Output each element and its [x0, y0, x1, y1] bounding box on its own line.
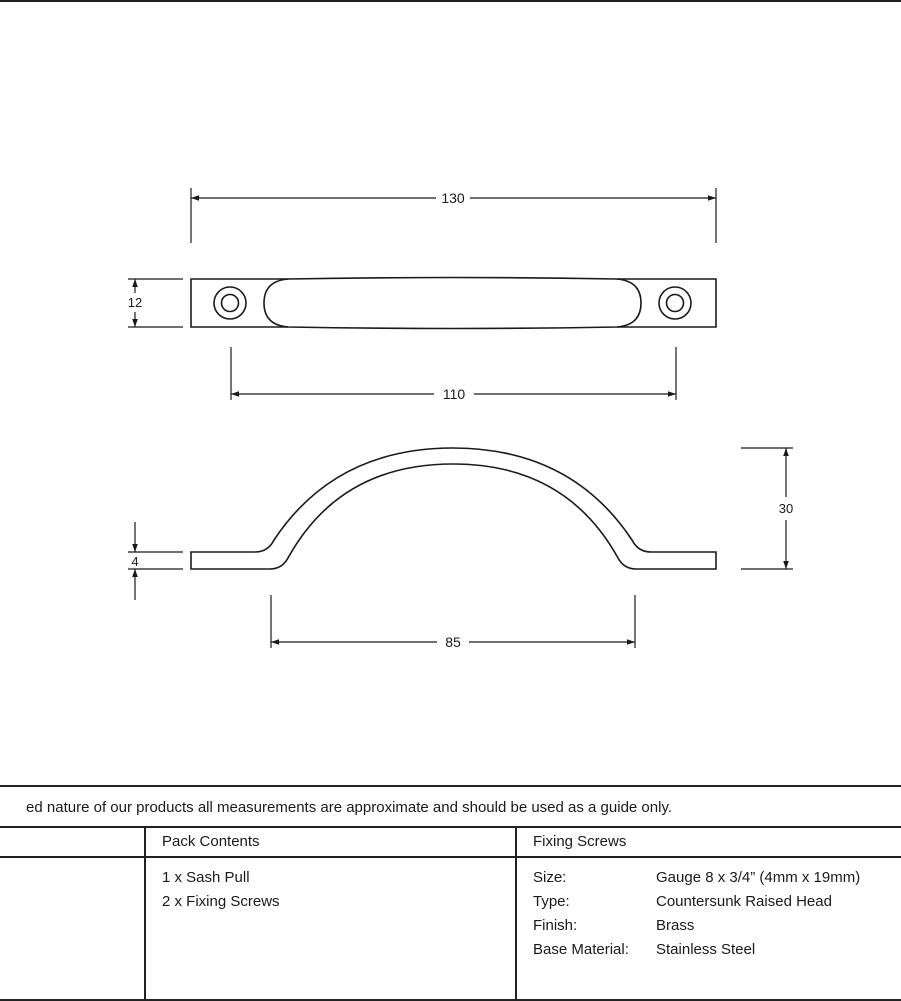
projection-label: 30: [778, 501, 794, 516]
fixing-screws-heading: Fixing Screws: [533, 833, 627, 850]
dimension-projection: [741, 448, 793, 569]
screw-spec-label: Finish:: [533, 917, 578, 934]
screw-spec-value: Countersunk Raised Head: [656, 893, 832, 910]
dimension-fixing-centres: [231, 347, 676, 402]
screw-spec-label: Size:: [533, 869, 567, 886]
screw-spec-value: Gauge 8 x 3/4” (4mm x 19mm): [656, 869, 861, 886]
screw-spec-value: Brass: [656, 917, 695, 934]
column-divider: [144, 828, 146, 999]
info-section: [0, 785, 901, 1001]
pack-contents-heading: Pack Contents: [162, 833, 260, 850]
screw-spec-label: Base Material:: [533, 941, 629, 958]
header-divider: [0, 856, 901, 858]
column-divider: [515, 828, 517, 999]
left-screw-hole-outer: [214, 287, 246, 319]
dimension-overall-length: [191, 188, 716, 243]
dimension-width: [128, 279, 183, 327]
screw-spec-value: Stainless Steel: [656, 941, 756, 958]
thickness-label: 4: [131, 554, 139, 569]
right-screw-hole-inner: [667, 295, 684, 312]
spec-table: [0, 828, 901, 1001]
dimension-thickness: [128, 522, 183, 600]
left-screw-hole-inner: [222, 295, 239, 312]
dimension-grip-length: [271, 595, 635, 650]
overall-length-label: 130: [441, 190, 465, 206]
pack-item: 1 x Sash Pull: [162, 869, 250, 886]
screw-spec-label: Type:: [533, 893, 570, 910]
right-screw-hole-outer: [659, 287, 691, 319]
grip-length-label: 85: [445, 634, 461, 650]
width-label: 12: [127, 295, 143, 310]
side-view-profile: [191, 448, 716, 569]
disclaimer-text: ed nature of our products all measurements are approximate and should be used as a guide only.: [26, 799, 672, 816]
plan-view: [191, 278, 716, 329]
disclaimer-bar: [0, 785, 901, 828]
grip-body: [264, 278, 641, 329]
pack-item: 2 x Fixing Screws: [162, 893, 280, 910]
left-end-plate: [191, 279, 288, 327]
fixing-centres-label: 110: [442, 386, 466, 402]
